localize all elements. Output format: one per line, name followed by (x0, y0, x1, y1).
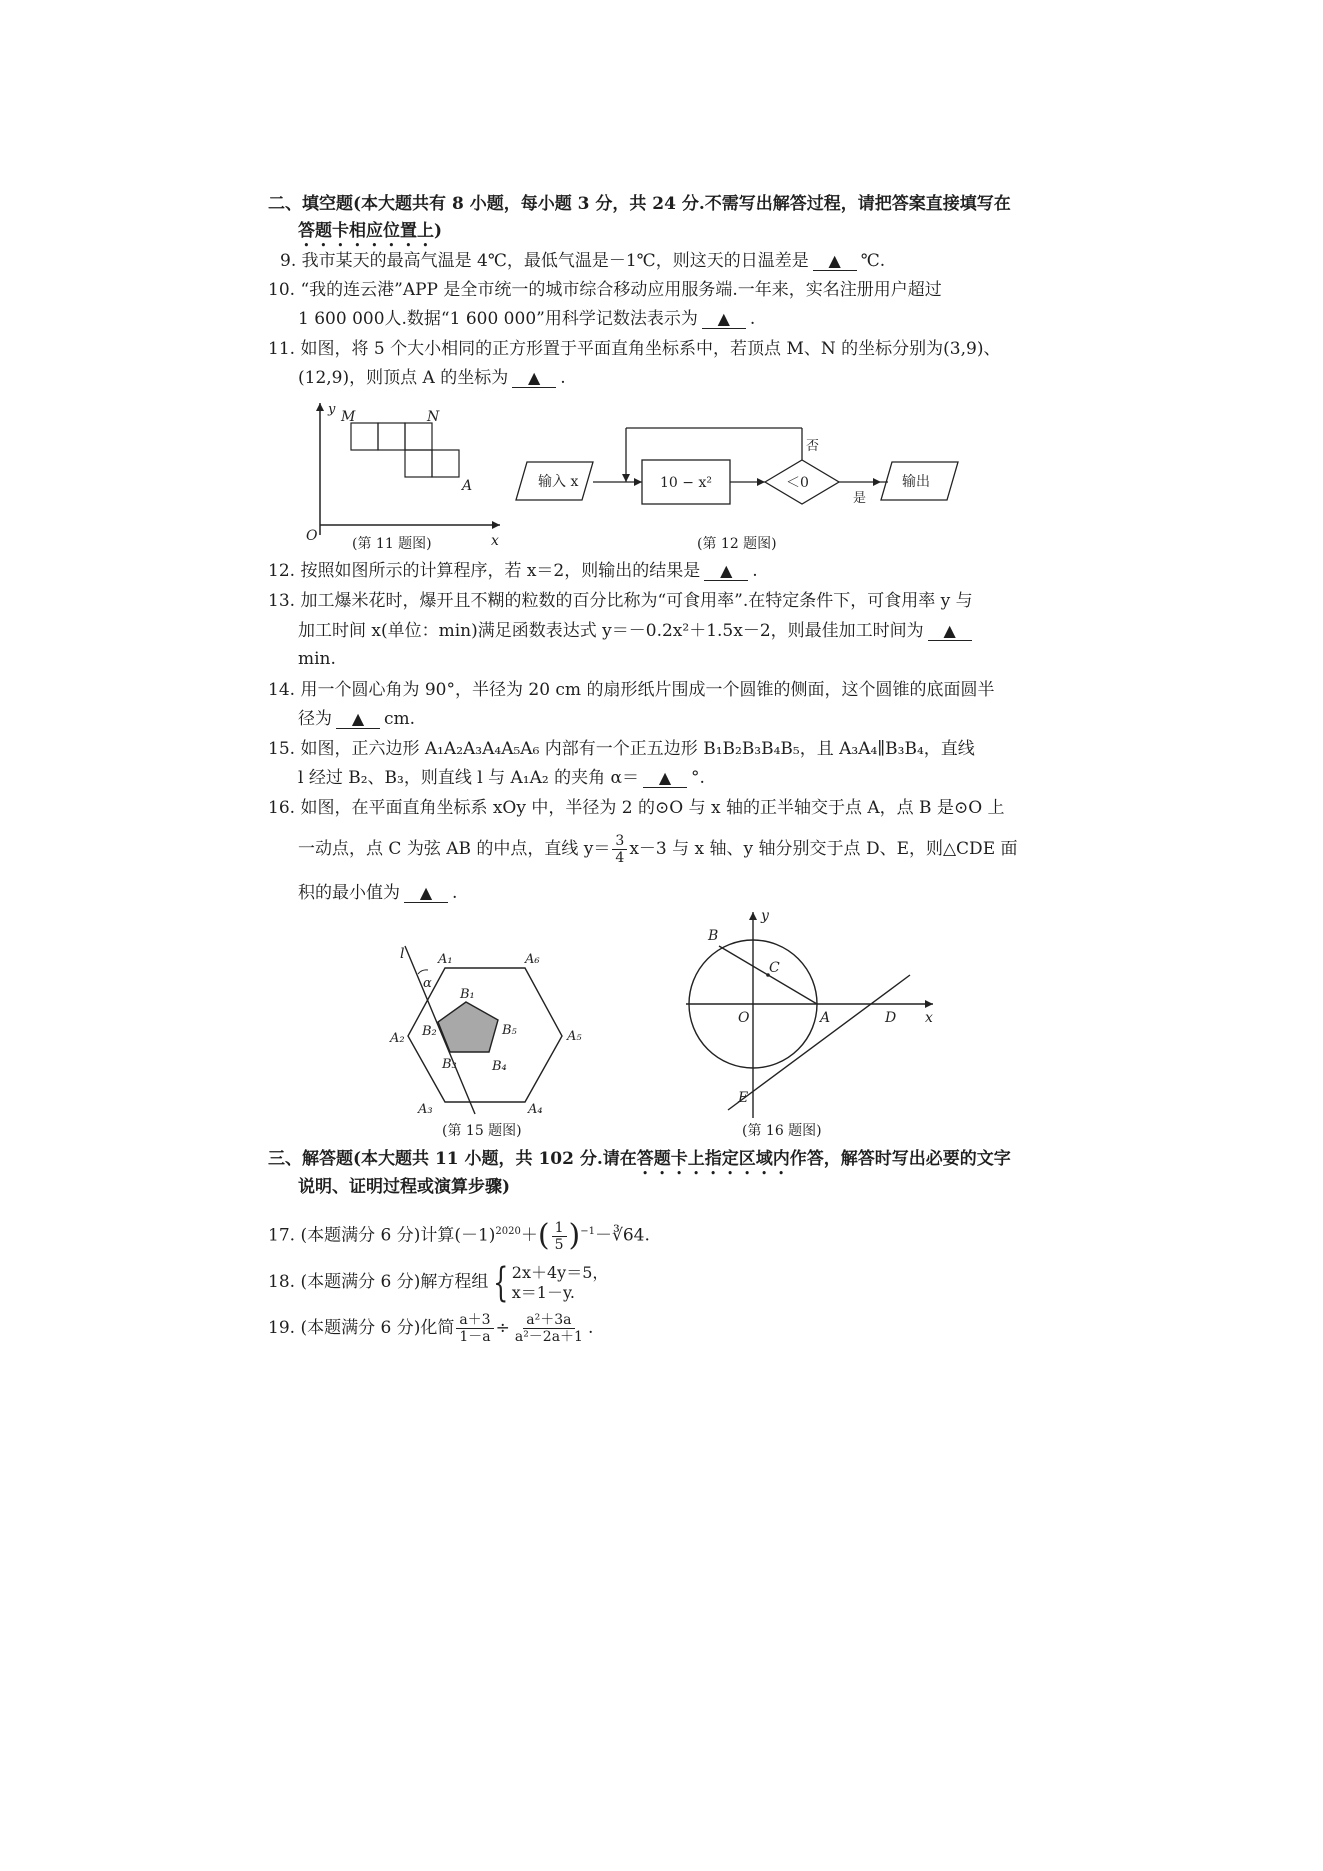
emphasis-answer-card: 答题卡 (298, 221, 349, 241)
label-alpha: α (423, 976, 432, 991)
question-17: 17. (本题满分 6 分)计算$(-1)^{2020}+$( $\frac{1}{5}$ )$^{-1}$－∛64. (268, 1218, 650, 1254)
figure-11-caption: (第 11 题图) (352, 536, 432, 552)
point-m-label: M (341, 409, 356, 425)
label-b1: B₁ (460, 987, 475, 1002)
regular-pentagon (438, 1002, 498, 1052)
label-b3: B₃ (442, 1057, 457, 1072)
label-a3: A₃ (418, 1102, 433, 1117)
label-b: B (708, 928, 719, 944)
figure-16-caption: (第 16 题图) (742, 1123, 822, 1139)
question-15-line1: 15. 如图，正六边形 A₁A₂A₃A₄A₅A₆ 内部有一个正五边形 B₁B₂B₃B₄B₅，且 A₃A₄∥B₃B₄，直线 (268, 739, 975, 759)
question-10-line2: 1 600 000人.数据“1 600 000”用科学记数法表示为▲ . (298, 308, 755, 330)
label-b2: B₂ (422, 1024, 437, 1039)
line-de (728, 975, 910, 1110)
origin-label: O (306, 528, 318, 544)
point-a-label: A (462, 478, 473, 494)
question-19: 19. (本题满分 6 分)化简 $\frac{a+3}{1-a}$ ÷ $\frac{\text{a²＋3a}}{\text{a²－2a＋1}}$ . (268, 1312, 594, 1345)
axis-label-y: y (761, 908, 769, 924)
flow-yes-label: 是 (853, 491, 867, 506)
question-11-line2: (12,9)，则顶点 A 的坐标为▲ . (298, 367, 566, 389)
answer-blank (928, 622, 972, 641)
question-15-line2: l 经过 B₂、B₃，则直线 l 与 A₁A₂ 的夹角 α＝▲ °. (298, 767, 705, 789)
flow-decision-label: ＜0 (786, 475, 809, 491)
label-b5: B₅ (502, 1023, 517, 1038)
answer-blank (404, 884, 448, 903)
figure-15 (370, 930, 600, 1120)
fraction-1: $\frac{a+3}{1-a}$ (456, 1312, 493, 1345)
question-16-line2: 一动点，点 C 为弦 AB 的中点，直线 y＝ $\frac{3}{4}$ x－3 与 x 轴、y 轴分别交于点 D、E，则△CDE 面 (298, 833, 1018, 866)
question-13-line2: 加工时间 x(单位：min)满足函数表达式 y＝－0.2x²＋1.5x－2，则最佳加工时间为▲ (298, 620, 976, 642)
question-16-line1: 16. 如图，在平面直角坐标系 xOy 中，半径为 2 的⊙O 与 x 轴的正半轴交于点 A，点 B 是⊙O 上 (268, 798, 1005, 818)
question-13-line1: 13. 加工爆米花时，爆开且不糊的粒数的百分比称为“可食用率”.在特定条件下，可食用率 y 与 (268, 591, 973, 611)
label-a5: A₅ (567, 1029, 582, 1044)
question-16-line3: 积的最小值为▲ . (298, 882, 457, 904)
axis-label-y: y (328, 402, 336, 417)
figure-16 (678, 900, 940, 1122)
label-a4: A₄ (528, 1102, 543, 1117)
axis-label-x: x (491, 533, 499, 549)
question-11-line1: 11. 如图，将 5 个大小相同的正方形置于平面直角坐标系中，若顶点 M、N 的坐标分别为(3,9)、 (268, 339, 1001, 359)
section2-header-line1: 二、填空题(本大题共有 8 小题，每小题 3 分，共 24 分.不需写出解答过程，请把答案直接填写在 (268, 194, 1011, 214)
figure-15-caption: (第 15 题图) (442, 1123, 522, 1139)
label-a2: A₂ (390, 1031, 405, 1046)
question-12: 12. 按照如图所示的计算程序，若 x＝2，则输出的结果是▲ . (268, 560, 758, 582)
question-14-line2: 径为▲ cm. (298, 708, 415, 730)
fraction-three-quarters: $\frac{3}{4}$ (612, 833, 627, 866)
answer-blank (643, 769, 687, 788)
figure-12-flowchart (510, 410, 1030, 510)
section2-header-line2: 答题卡相应位置上) (298, 221, 443, 241)
flow-no-label: 否 (806, 439, 820, 454)
flow-input-label: 输入 x (538, 474, 579, 490)
label-e: E (738, 1090, 749, 1106)
question-14-line1: 14. 用一个圆心角为 90°，半径为 20 cm 的扇形纸片围成一个圆锥的侧面，这个圆锥的底面圆半 (268, 680, 995, 700)
label-o: O (738, 1010, 750, 1026)
fraction-one-fifth: $\frac{1}{5}$ (552, 1220, 567, 1253)
label-d: D (885, 1010, 897, 1026)
equation-system: { 2x＋4y＝5， x＝1－y. (493, 1259, 609, 1306)
flow-output-label: 输出 (902, 474, 930, 490)
section3-header-line1: 三、解答题(本大题共 11 小题，共 102 分.请在答题卡上指定区域内作答，解答时写出必要的文字 (268, 1149, 1011, 1169)
question-18: 18. (本题满分 6 分)解方程组 { 2x＋4y＝5， x＝1－y. (268, 1259, 609, 1306)
label-c: C (769, 960, 780, 976)
question-13-line3: min. (298, 649, 336, 669)
answer-blank (702, 310, 746, 329)
answer-blank (813, 252, 857, 271)
label-b4: B₄ (492, 1059, 507, 1074)
label-a1: A₁ (438, 952, 453, 967)
answer-blank (704, 562, 748, 581)
answer-blank (512, 369, 556, 388)
answer-blank (336, 710, 380, 729)
emphasis-designated-area: 答题卡上指定区域内 (636, 1149, 790, 1169)
section3-header-line2: 说明、证明过程或演算步骤) (298, 1177, 511, 1197)
figure-12-caption: (第 12 题图) (697, 536, 777, 552)
fraction-2: $\frac{\text{a²＋3a}}{\text{a²－2a＋1}}$ (514, 1312, 583, 1345)
label-l: l (400, 946, 405, 962)
emphasis-position: 相应位置上 (349, 221, 434, 241)
label-a6: A₆ (525, 952, 540, 967)
question-10-line1: 10. “我的连云港”APP 是全市统一的城市综合移动应用服务端.一年来，实名注册用户超过 (268, 280, 942, 300)
question-9: 9. 我市某天的最高气温是 4℃，最低气温是－1℃，则这天的日温差是▲ ℃. (280, 250, 885, 272)
axis-label-x: x (925, 1010, 933, 1026)
label-a: A (820, 1010, 831, 1026)
point-n-label: N (427, 409, 440, 425)
figure-11 (295, 395, 510, 550)
flow-process-label: 10 − x² (660, 475, 712, 491)
